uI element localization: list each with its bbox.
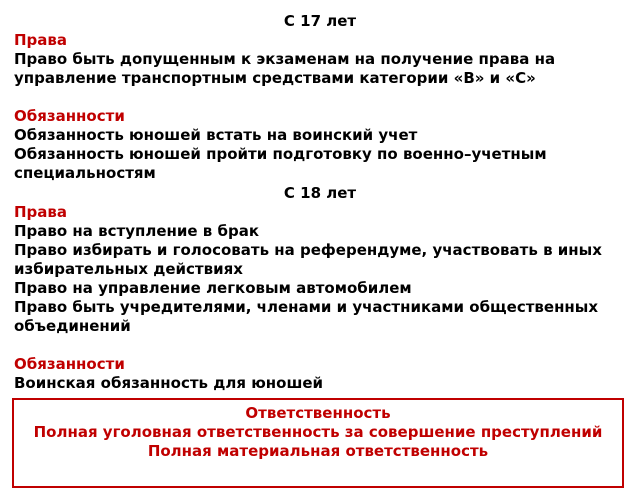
rights-label-18: Права	[14, 203, 68, 221]
section-17-content	[14, 31, 628, 183]
right-item-18-driving: Право на управление легковым автомобилем	[14, 279, 412, 297]
spacer	[14, 336, 628, 355]
right-item-18-vote: Право избирать и голосовать на референдуме, участвовать в иных избирательных действиях	[14, 241, 602, 278]
rights-label-17: Права	[14, 31, 68, 49]
responsibility-item-material: Полная материальная ответственность	[147, 442, 489, 460]
responsibility-item-criminal: Полная уголовная ответственность за совершение преступлений	[33, 423, 603, 441]
duty-item-18-military: Воинская обязанность для юношей	[14, 374, 324, 392]
heading-age-17: С 17 лет	[283, 12, 357, 30]
section-18-content	[14, 203, 628, 393]
duties-label-18: Обязанности	[14, 355, 125, 373]
responsibility-box	[12, 398, 624, 488]
right-item-17-exam: Право быть допущенным к экзаменам на получение права на управление транспортным средствами категории «В» и «С»	[14, 50, 556, 87]
duties-label-17: Обязанности	[14, 107, 125, 125]
right-item-18-associations: Право быть учредителями, членами и участниками общественных объединений	[14, 298, 599, 335]
duty-item-17-training: Обязанность юношей пройти подготовку по военно–учетным специальностям	[14, 145, 547, 182]
responsibility-title: Ответственность	[245, 404, 391, 422]
spacer	[14, 88, 628, 107]
duty-item-17-registration: Обязанность юношей встать на воинский учет	[14, 126, 418, 144]
right-item-18-marriage: Право на вступление в брак	[14, 222, 260, 240]
heading-age-18: С 18 лет	[283, 184, 357, 202]
